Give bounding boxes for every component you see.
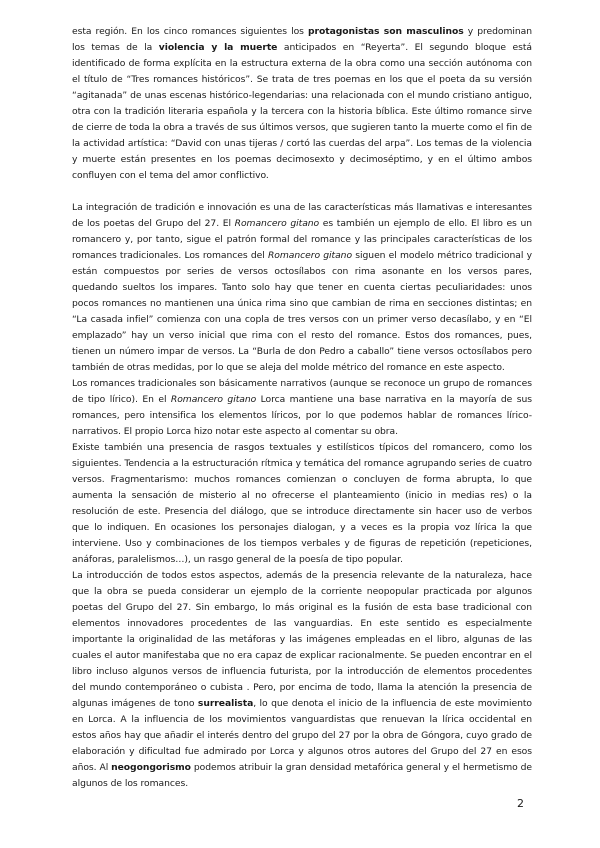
paragraph-1	[72, 24, 532, 184]
text-run: Existe también una presencia de rasgos textuales y estilísticos típicos del romancero, como los siguientes. Tendencia a la estructuración rítmica y temática del romance agrupando series de cuatro versos. Fragmentarismo: muchos romances comienzan o concluyen de forma abrupta, lo que aumenta la sensación de misterio al no ofrecerse el planteamiento (inicio in medias res) o la resolución de este. Presencia del diálogo, que se introduce directamente sin hacer uso de verbos que lo indiquen. En ocasiones los personajes dialogan, y a veces es la propia voz lírica la que interviene. Uso y combinaciones de los tiempos verbales y de figuras de repetición (repeticiones, anáforas, paralelismos…), un rasgo general de la poesía de tipo popular.	[72, 442, 532, 565]
text-run: esta región. En los cinco romances siguientes los	[72, 26, 308, 37]
paragraph-gap	[72, 184, 532, 200]
paragraph-2	[72, 200, 532, 376]
text-run: anticipados en “Reyerta”. El segundo bloque está identificado de forma explícita en la estructura externa de la obra como una sección autónoma con el título de “Tres romances históricos”. Se trata de tres poemas en los que el poeta da su versión “agitanada” de unas escenas histórico-legendarias: una relacionada con el mundo cristiano antiguo, otra con la tradición literaria española y la tercera con la historia bíblica. Este último romance sirve de cierre de toda la obra a través de sus últimos versos, que sugieren tanto la muerte como el fin de la actividad artística: “David con unas tijeras / cortó las cuerdas del arpa”. Los temas de la violencia y muerte están presentes en los poemas decimosexto y decimoséptimo, y en el último ambos confluyen con el tema del amor conflictivo.	[72, 42, 532, 181]
bold-phrase: protagonistas son masculinos	[307, 26, 464, 37]
text-run: es también un ejemplo de ello. El libro es un romancero y, por tanto, sigue el patrón formal del romance y las principales características de los romances tradicionales. Los romances del	[72, 218, 532, 261]
paragraph-3	[72, 376, 532, 440]
text-run: , lo que denota el inicio de la influencia de este movimiento en Lorca. A la influencia de los movimientos vanguardistas que renuevan la lírica occidental en estos años hay que añadir el interés dentro del grupo del 27 por la obra de Góngora, cuyo grado de elaboración y dificultad fue admirado por Lorca y algunos otros autores del Grupo del 27 en esos años. Al	[72, 698, 532, 773]
paragraph-5	[72, 568, 532, 792]
document-body	[72, 24, 532, 792]
text-run: y predominan los temas de la	[72, 26, 532, 53]
bold-phrase: neogongorismo	[111, 762, 191, 773]
italic-title: Romancero gitano	[267, 250, 353, 261]
italic-title: Romancero gitano	[170, 394, 257, 405]
text-run: podemos atribuir la gran densidad metafórica general y el hermetismo de algunos de los romances.	[72, 762, 532, 789]
text-run: La integración de tradición e innovación es una de las características más llamativas e interesantes de los poetas del Grupo del 27. El	[72, 202, 532, 229]
text-run: La introducción de todos estos aspectos, además de la presencia relevante de la naturaleza, hace que la obra se pueda considerar un ejemplo de la corriente neopopular practicada por algunos poetas del Grupo del 27. Sin embargo, lo más original es la fusión de esta base tradicional con elementos innovadores procedentes de las vanguardias. En este sentido es especialmente importante la originalidad de las metáforas y las imágenes empleadas en el libro, algunas de las cuales el autor manifestaba que no era capaz de explicar racionalmente. Se pueden encontrar en el libro incluso algunos versos de influencia futurista, por la introducción de elementos procedentes del mundo contemporáneo o cubista . Pero, por encima de todo, llama la atención la presencia de algunas imágenes de tono	[72, 570, 532, 709]
text-run: siguen el modelo métrico tradicional y están compuestos por series de versos octosílabos con rima asonante en los versos pares, quedando sueltos los impares. Tanto solo hay que tener en cuenta ciertas peculiaridades: unos pocos romances no mantienen una única rima sino que cambian de rima en secciones distintas; en “La casada infiel” comienza con una copla de tres versos con un primer verso decasílabo, y en “El emplazado” hay un verso inicial que rima con el resto del romance. Estos dos romances, pues, tienen un número impar de versos. La “Burla de don Pedro a caballo” tiene versos octosílabos pero también de otras medidas, por lo que se aleja del molde métrico del romance en este aspecto.	[72, 250, 532, 373]
paragraph-4	[72, 440, 532, 568]
text-run: Los romances tradicionales son básicamente narrativos (aunque se reconoce un grupo de romances de tipo lírico). En el	[72, 378, 532, 405]
italic-title: Romancero gitano	[234, 218, 320, 229]
bold-phrase: violencia y la muerte	[158, 42, 278, 53]
bold-phrase: surrealista	[197, 698, 254, 709]
page-number: 2	[517, 797, 524, 810]
text-run: Lorca mantiene una base narrativa en la mayoría de sus romances, pero intensifica los elementos líricos, por lo que podemos hablar de romances lírico-narrativos. El propio Lorca hizo notar este aspecto al comentar su obra.	[72, 394, 532, 437]
